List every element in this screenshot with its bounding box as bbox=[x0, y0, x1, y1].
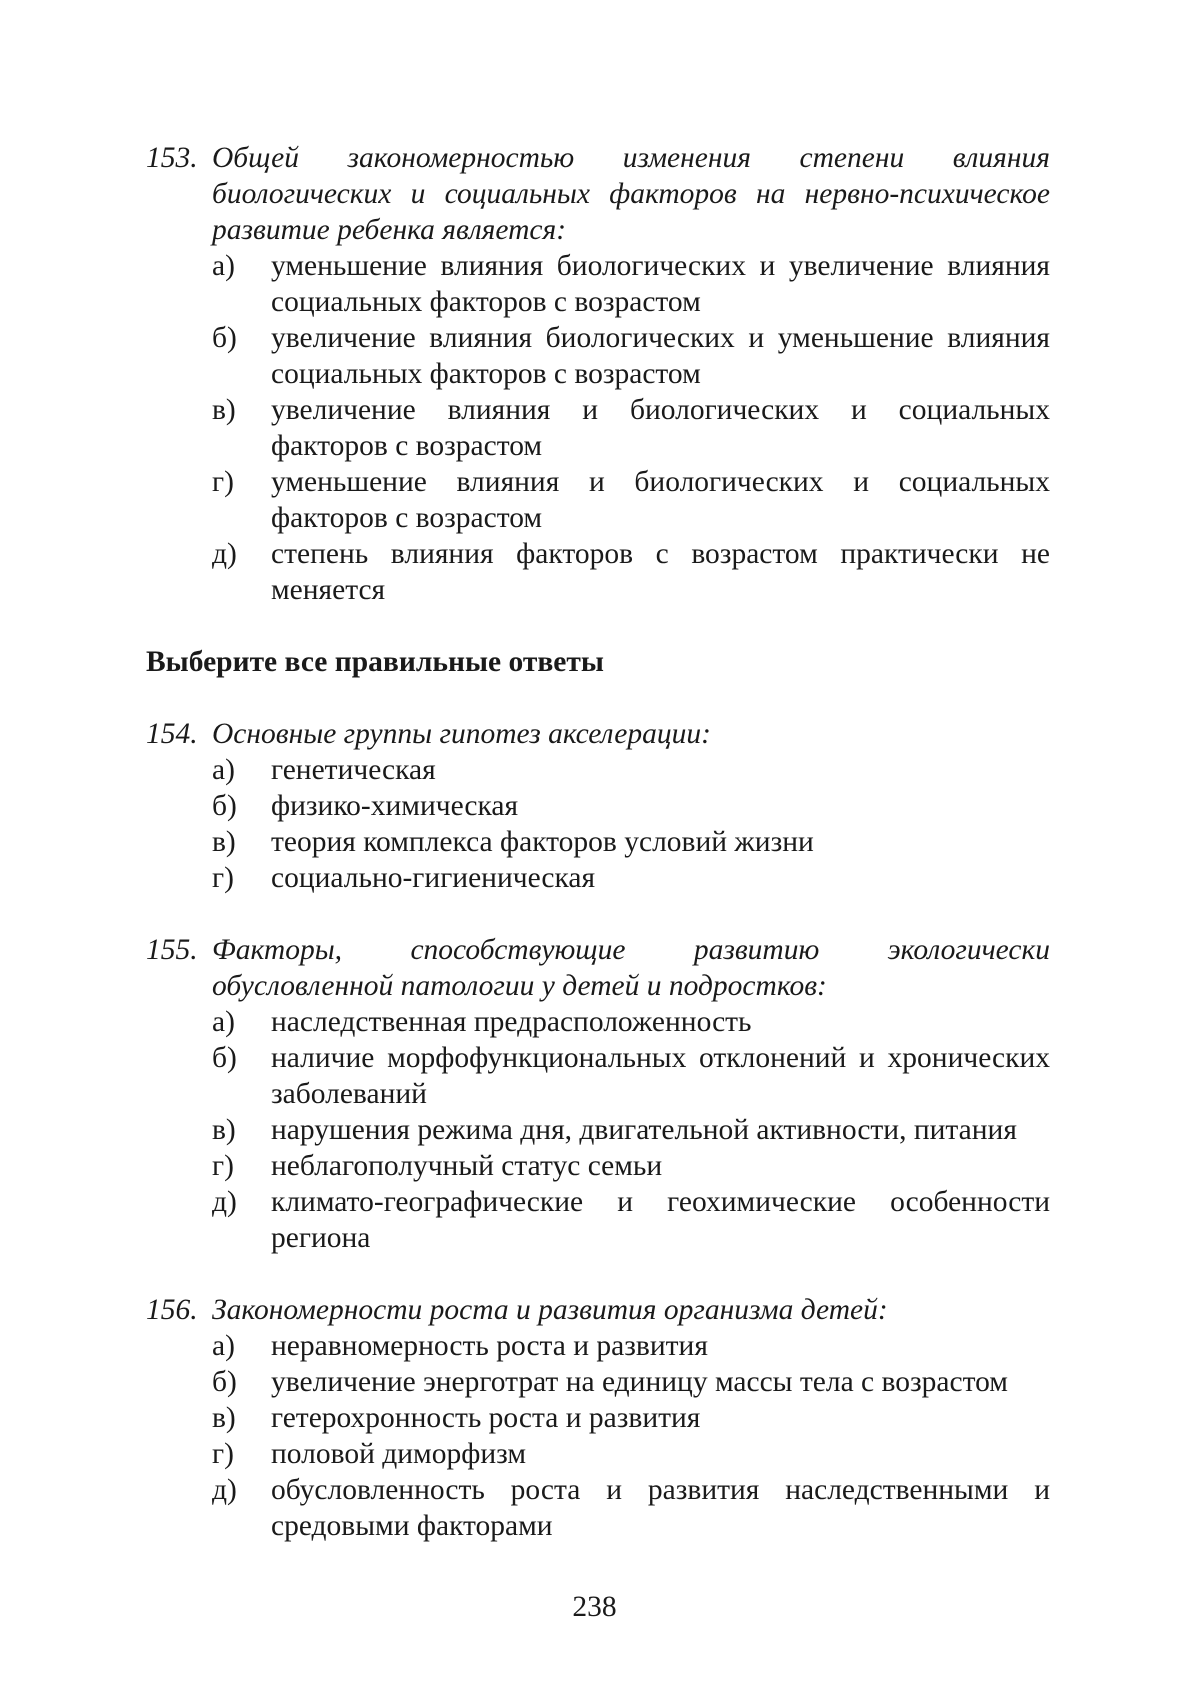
option-text: социально-гигиеническая bbox=[271, 862, 596, 894]
option-letter: а) bbox=[212, 1330, 235, 1362]
answer-options bbox=[212, 1004, 1050, 1256]
option-text: увеличение влияния и биологических и социальных факторов с возрастом bbox=[271, 394, 1050, 462]
answer-option bbox=[212, 1400, 1050, 1436]
option-text: гетерохронность роста и развития bbox=[271, 1402, 701, 1434]
answer-option bbox=[212, 1004, 1050, 1040]
answer-option bbox=[212, 1184, 1050, 1256]
answer-option bbox=[212, 1328, 1050, 1364]
question-header bbox=[146, 140, 1050, 248]
answer-option bbox=[212, 464, 1050, 536]
option-letter: в) bbox=[212, 1402, 236, 1434]
question-text: Факторы, способствующие развитию экологически обусловленной патологии у детей и подростков: bbox=[212, 934, 1050, 1002]
option-letter: б) bbox=[212, 1366, 237, 1398]
answer-option bbox=[212, 1148, 1050, 1184]
question-header bbox=[146, 1292, 1050, 1328]
question-block bbox=[146, 716, 1050, 896]
option-letter: г) bbox=[212, 1150, 234, 1182]
answer-options bbox=[212, 248, 1050, 608]
option-letter: а) bbox=[212, 754, 235, 786]
answer-option bbox=[212, 1472, 1050, 1544]
answer-option bbox=[212, 1040, 1050, 1112]
option-text: неблагополучный статус семьи bbox=[271, 1150, 663, 1182]
page-number: 238 bbox=[572, 1591, 617, 1623]
question-number: 155. bbox=[146, 934, 198, 966]
answer-option bbox=[212, 536, 1050, 608]
questions-before bbox=[146, 140, 1050, 608]
option-text: половой диморфизм bbox=[271, 1438, 527, 1470]
option-text: физико-химическая bbox=[271, 790, 519, 822]
answer-option bbox=[212, 824, 1050, 860]
option-text: наличие морфофункциональных отклонений и хронических заболеваний bbox=[271, 1042, 1050, 1110]
page-content bbox=[146, 140, 1050, 1580]
question-header bbox=[146, 716, 1050, 752]
option-text: обусловленность роста и развития наследственными и средовыми факторами bbox=[271, 1474, 1050, 1542]
option-letter: б) bbox=[212, 790, 237, 822]
option-letter: а) bbox=[212, 250, 235, 282]
question-block bbox=[146, 1292, 1050, 1544]
option-letter: д) bbox=[212, 1186, 237, 1218]
option-letter: г) bbox=[212, 862, 234, 894]
option-text: климато-географические и геохимические особенности региона bbox=[271, 1186, 1050, 1254]
section-heading: Выберите все правильные ответы bbox=[146, 646, 604, 678]
answer-option bbox=[212, 752, 1050, 788]
question-number: 156. bbox=[146, 1294, 198, 1326]
answer-option bbox=[212, 1364, 1050, 1400]
option-text: увеличение энерготрат на единицу массы тела с возрастом bbox=[271, 1366, 1008, 1398]
answer-option bbox=[212, 320, 1050, 392]
answer-option bbox=[212, 1436, 1050, 1472]
option-text: увеличение влияния биологических и уменьшение влияния социальных факторов с возрастом bbox=[271, 322, 1050, 390]
answer-option bbox=[212, 392, 1050, 464]
option-letter: а) bbox=[212, 1006, 235, 1038]
question-text: Закономерности роста и развития организма детей: bbox=[212, 1294, 888, 1326]
question-number: 153. bbox=[146, 142, 198, 174]
question-text: Основные группы гипотез акселерации: bbox=[212, 718, 711, 750]
questions-after bbox=[146, 716, 1050, 1544]
option-text: степень влияния факторов с возрастом практически не меняется bbox=[271, 538, 1050, 606]
question-block bbox=[146, 932, 1050, 1256]
option-letter: г) bbox=[212, 466, 234, 498]
option-text: генетическая bbox=[271, 754, 436, 786]
option-letter: д) bbox=[212, 1474, 237, 1506]
question-number: 154. bbox=[146, 718, 198, 750]
answer-option bbox=[212, 860, 1050, 896]
option-text: уменьшение влияния и биологических и социальных факторов с возрастом bbox=[271, 466, 1050, 534]
answer-option bbox=[212, 788, 1050, 824]
option-letter: г) bbox=[212, 1438, 234, 1470]
option-text: наследственная предрасположенность bbox=[271, 1006, 752, 1038]
question-text: Общей закономерностью изменения степени влияния биологических и социальных факторов на нервно-психическое развитие ребенка является: bbox=[212, 142, 1050, 246]
option-letter: в) bbox=[212, 394, 236, 426]
option-letter: д) bbox=[212, 538, 237, 570]
option-text: уменьшение влияния биологических и увеличение влияния социальных факторов с возрастом bbox=[271, 250, 1050, 318]
question-block bbox=[146, 140, 1050, 608]
answer-options bbox=[212, 752, 1050, 896]
answer-option bbox=[212, 1112, 1050, 1148]
option-text: теория комплекса факторов условий жизни bbox=[271, 826, 814, 858]
answer-options bbox=[212, 1328, 1050, 1544]
option-text: неравномерность роста и развития bbox=[271, 1330, 708, 1362]
option-letter: б) bbox=[212, 322, 237, 354]
option-letter: в) bbox=[212, 1114, 236, 1146]
option-letter: в) bbox=[212, 826, 236, 858]
option-letter: б) bbox=[212, 1042, 237, 1074]
option-text: нарушения режима дня, двигательной активности, питания bbox=[271, 1114, 1017, 1146]
question-header bbox=[146, 932, 1050, 1004]
answer-option bbox=[212, 248, 1050, 320]
